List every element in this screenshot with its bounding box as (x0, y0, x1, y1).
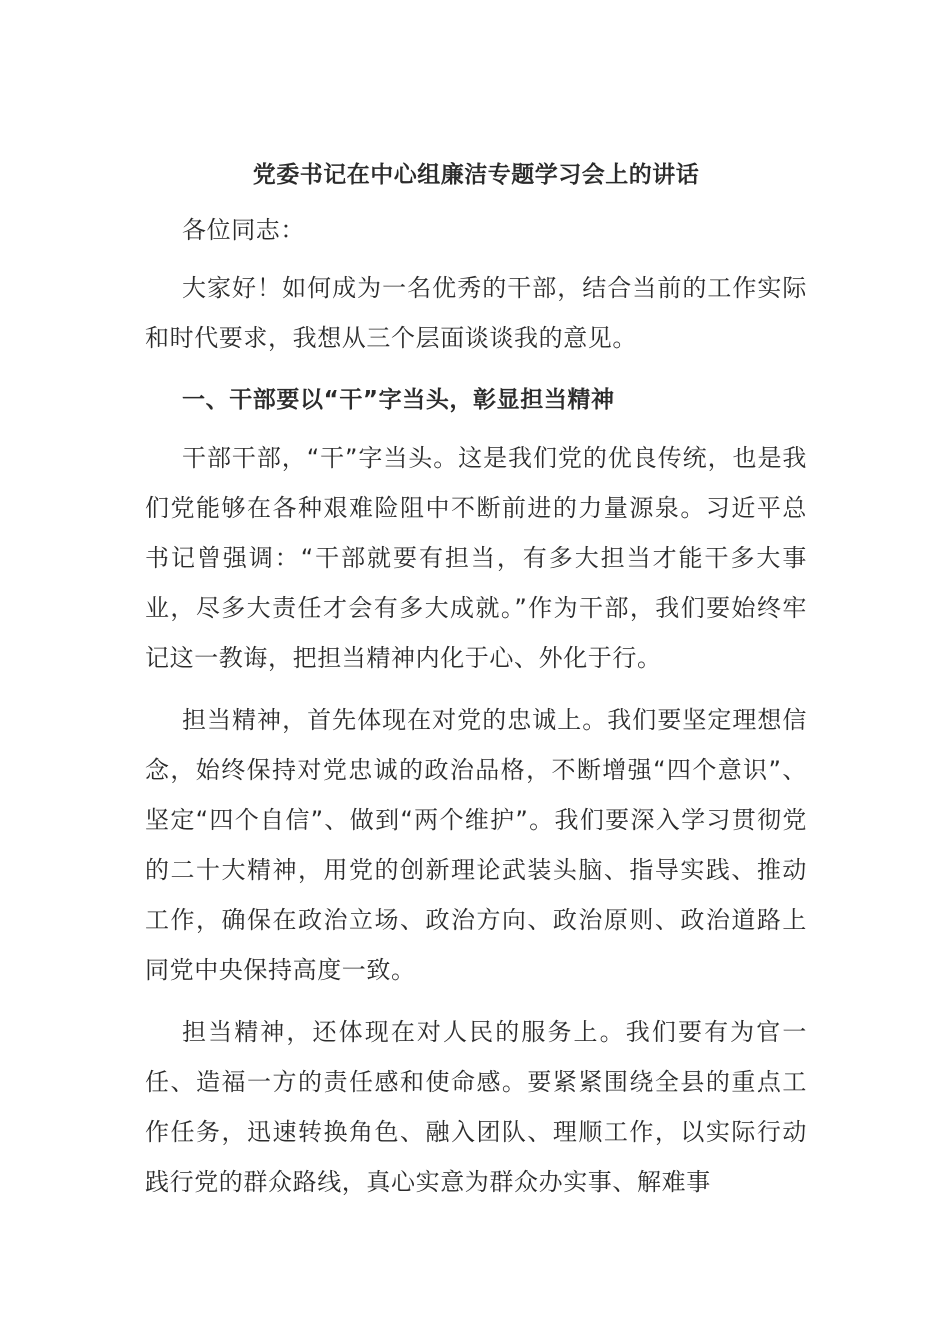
section-1-paragraph-1: 干部干部，“干”字当头。这是我们党的优良传统，也是我们党能够在各种艰难险阻中不断前进的力量源泉。习近平总书记曾强调：“干部就要有担当，有多大担当才能干多大事业，尽多大责任才会有多大成就。”作为干部，我们要始终牢记这一教诲，把担当精神内化于心、外化于行。 (145, 444, 807, 672)
section-1-paragraph-2: 担当精神，首先体现在对党的忠诚上。我们要坚定理想信念，始终保持对党忠诚的政治品格，不断增强“四个意识”、坚定“四个自信”、做到“两个维护”。我们要深入学习贯彻党的二十大精神，用党的创新理论武装头脑、指导实践、推动工作，确保在政治立场、政治方向、政治原则、政治道路上同党中央保持高度一致。 (145, 706, 807, 984)
section-1-heading: 一、干部要以“干”字当头，彰显担当精神 (182, 387, 615, 413)
document-title: 党委书记在中心组廉洁专题学习会上的讲话 (252, 162, 700, 188)
intro-paragraph: 大家好！如何成为一名优秀的干部，结合当前的工作实际和时代要求，我想从三个层面谈谈我的意见。 (145, 274, 807, 352)
salutation: 各位同志： (182, 216, 305, 244)
document-body (145, 152, 807, 1219)
section-1-paragraph-3: 担当精神，还体现在对人民的服务上。我们要有为官一任、造福一方的责任感和使命感。要紧紧围绕全县的重点工作任务，迅速转换角色、融入团队、理顺工作，以实际行动践行党的群众路线，真心实意为群众办实事、解难事 (145, 1018, 807, 1196)
